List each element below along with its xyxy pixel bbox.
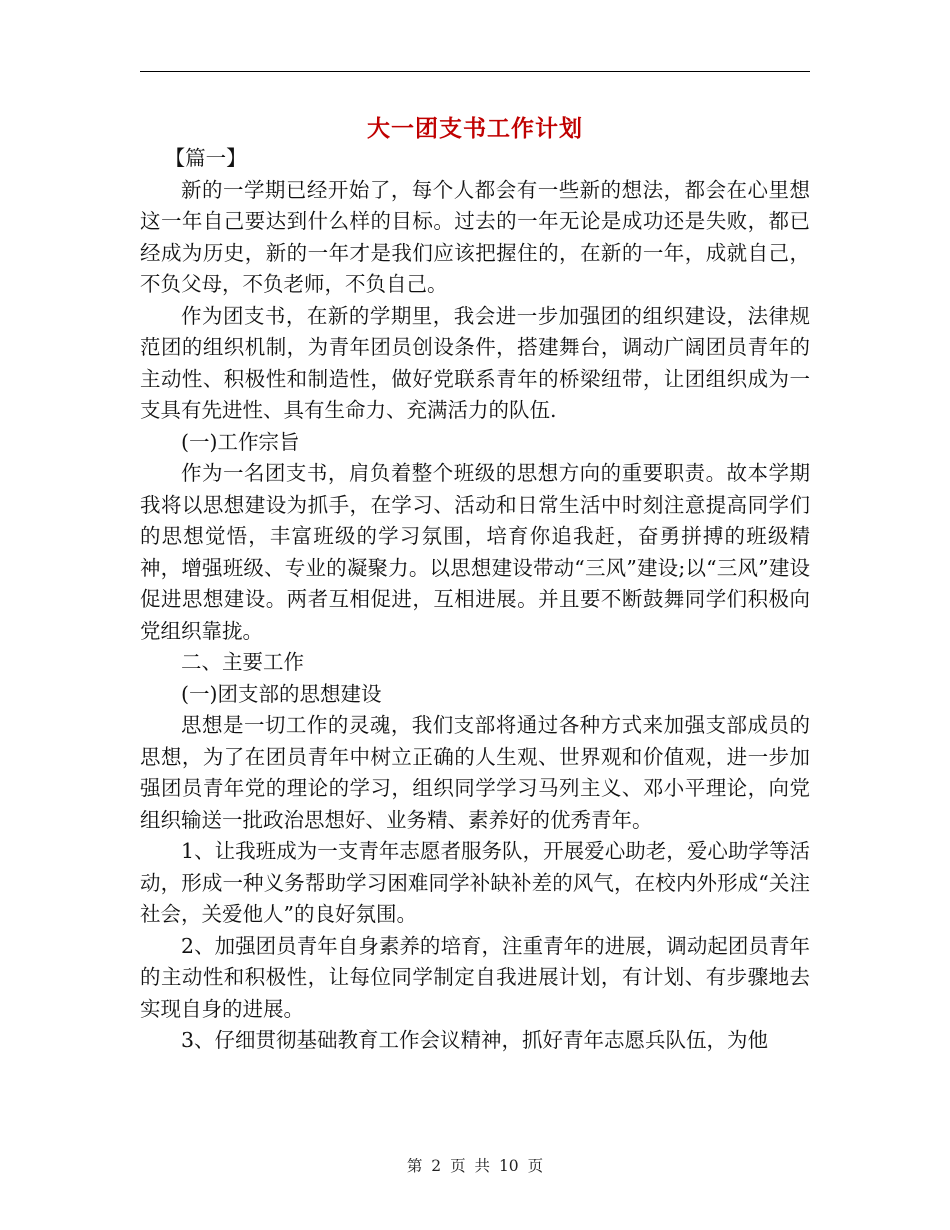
subheading: (一)工作宗旨 bbox=[181, 429, 300, 454]
list-item: 1、让我班成为一支青年志愿者服务队，开展爱心助老，爱心助学等活动，形成一种义务帮助学习困难同学补缺补差的风气，在校内外形成“关注社会，关爱他人”的良好氛围。 bbox=[140, 839, 810, 926]
document-title: 大一团支书工作计划 bbox=[367, 116, 583, 142]
paragraph: 作为一名团支书，肩负着整个班级的思想方向的重要职责。故本学期我将以思想建设为抓手，在学习、活动和日常生活中时刻注意提高同学们的思想觉悟，丰富班级的学习氛围，培育你追我赶，奋勇拼搏的班级精神，增强班级、专业的凝聚力。以思想建设带动“三风”建设;以“三风”建设促进思想建设。两者互相促进，互相进展。并且要不断鼓舞同学们积极向党组织靠拢。 bbox=[140, 461, 810, 643]
list-item: 2、加强团员青年自身素养的培育，注重青年的进展，调动起团员青年的主动性和积极性，让每位同学制定自我进展计划，有计划、有步骤地去实现自身的进展。 bbox=[140, 933, 810, 1021]
header-rule bbox=[140, 71, 810, 72]
page-number-footer: 第 2 页 共 10 页 bbox=[406, 1157, 544, 1175]
paragraph: 新的一学期已经开始了，每个人都会有一些新的想法，都会在心里想这一年自己要达到什么样的目标。过去的一年无论是成功还是失败，都已经成为历史，新的一年才是我们应该把握住的，在新的一年，成就自己，不负父母，不负老师，不负自己。 bbox=[140, 177, 810, 296]
section-heading: 【篇一】 bbox=[164, 146, 247, 170]
subheading: 二、主要工作 bbox=[181, 650, 304, 674]
paragraph: 思想是一切工作的灵魂，我们支部将通过各种方式来加强支部成员的思想，为了在团员青年中树立正确的人生观、世界观和价值观，进一步加强团员青年党的理论的学习，组织同学学习马列主义、邓小平理论，向党组织输送一批政治思想好、业务精、素养好的优秀青年。 bbox=[140, 713, 810, 832]
paragraph: 作为团支书，在新的学期里，我会进一步加强团的组织建设，法律规范团的组织机制，为青年团员创设条件，搭建舞台，调动广阔团员青年的主动性、积极性和制造性，做好党联系青年的桥梁纽带，让团组织成为一支具有先进性、具有生命力、充满活力的队伍. bbox=[140, 303, 810, 422]
subheading: (一)团支部的思想建设 bbox=[181, 681, 382, 706]
document-body bbox=[140, 143, 810, 1057]
list-item: 3、仔细贯彻基础教育工作会议精神，抓好青年志愿兵队伍，为他 bbox=[181, 1028, 769, 1052]
